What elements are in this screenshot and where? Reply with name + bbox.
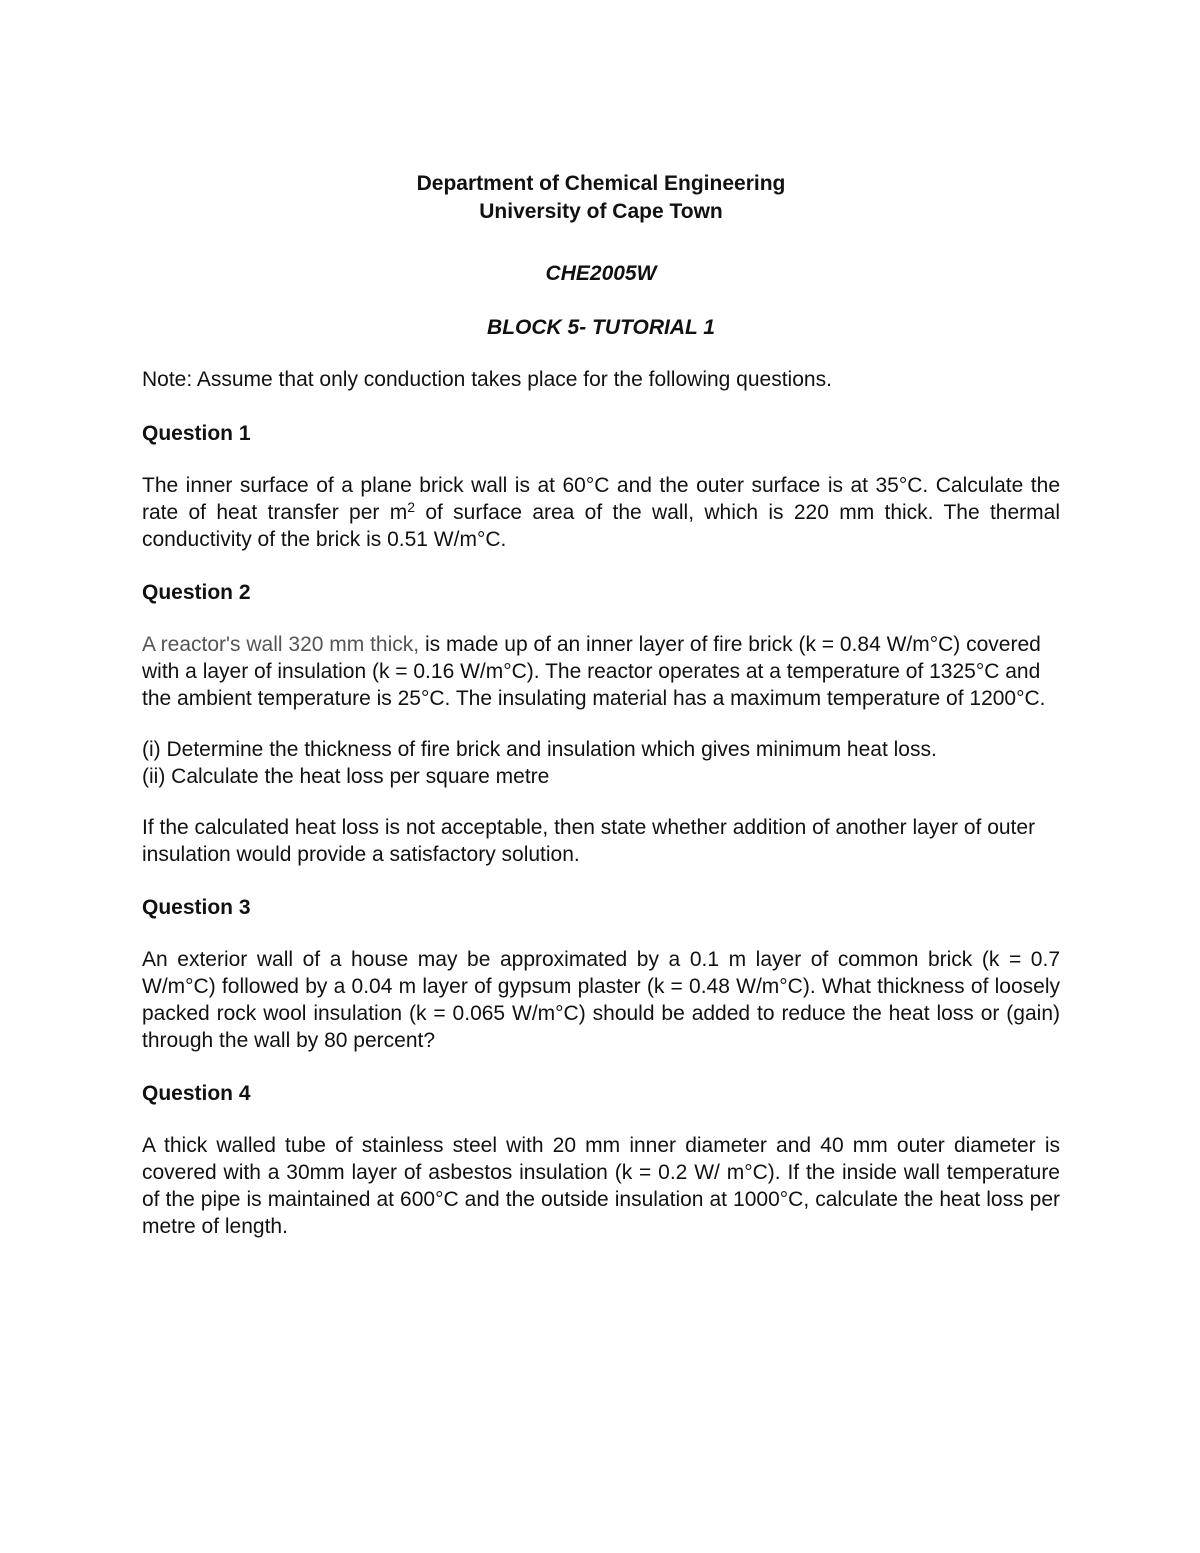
question-2-part-i: (i) Determine the thickness of fire brick and insulation which gives minimum heat loss. [142, 738, 937, 761]
question-1-text [142, 472, 1060, 553]
document-page [142, 170, 1060, 1240]
question-2-part-ii: (ii) Calculate the heat loss per square metre [142, 765, 550, 788]
question-4-heading: Question 4 [142, 1082, 251, 1105]
squared-superscript: 2 [407, 499, 415, 515]
question-3-heading: Question 3 [142, 896, 251, 919]
question-1-heading: Question 1 [142, 422, 251, 445]
department-name: Department of Chemical Engineering [416, 172, 786, 195]
question-2-parts [142, 736, 1060, 790]
assumption-note: Note: Assume that only conduction takes place for the following questions. [142, 368, 832, 391]
question-1-text-part2: of surface area of the wall, which is 220 mm thick. The thermal conductivity of the brick is 0.51 W/m°C. [142, 501, 1060, 551]
question-3-text: An exterior wall of a house may be approximated by a 0.1 m layer of common brick (k = 0.7 W/m°C) followed by a 0.04 m layer of gypsum plaster (k = 0.48 W/m°C). What thickness of loosely packed rock wool insulation (k = 0.065 W/m°C) should be added to reduce the heat loss or (gain) through the wall by 80 percent? [142, 948, 1060, 1052]
question-2-text [142, 631, 1060, 712]
tutorial-title: BLOCK 5- TUTORIAL 1 [487, 316, 715, 339]
course-code: CHE2005W [545, 262, 657, 285]
university-name: University of Cape Town [479, 200, 723, 223]
question-1-text-part1: The inner surface of a plane brick wall is at 60°C and the outer surface is at 35°C. Calculate the rate of heat transfer per m [142, 474, 1060, 524]
question-4-text: A thick walled tube of stainless steel with 20 mm inner diameter and 40 mm outer diameter is covered with a 30mm layer of asbestos insulation (k = 0.2 W/ m°C). If the inside wall temperature of the pipe is maintained at 600°C and the outside insulation at 1000°C, calculate the heat loss per metre of length. [142, 1134, 1060, 1238]
question-2-heading: Question 2 [142, 581, 251, 604]
question-2-text-lead: A reactor's wall 320 mm thick, [142, 633, 420, 656]
question-2-followup: If the calculated heat loss is not acceptable, then state whether addition of another layer of outer insulation would provide a satisfactory solution. [142, 816, 1036, 866]
question-2-text-rest: is made up of an inner layer of fire brick (k = 0.84 W/m°C) covered with a layer of insulation (k = 0.16 W/m°C). The reactor operates at a temperature of 1325°C and the ambient temperature is 25°C. The insulating material has a maximum temperature of 1200°C. [142, 633, 1046, 710]
